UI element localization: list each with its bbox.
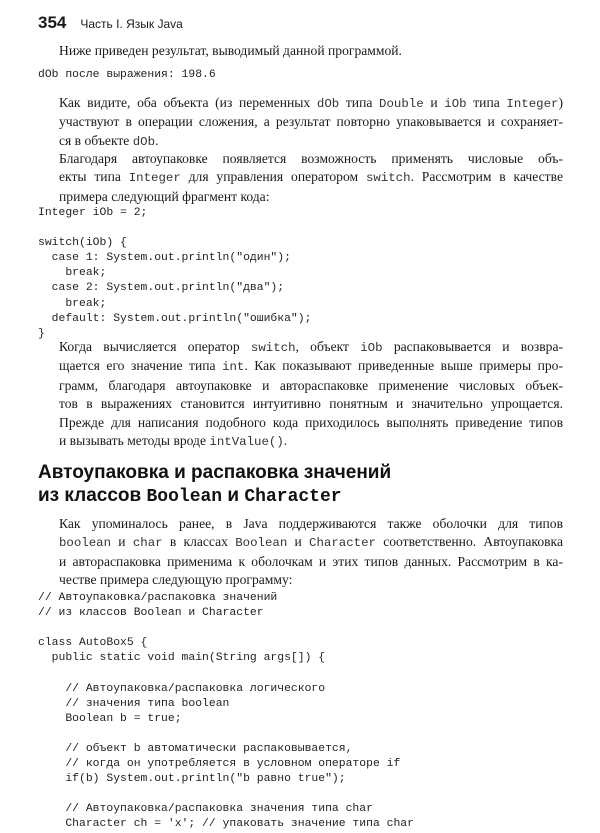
paragraph-3-line-6: и вызывать методы вроде intValue(). [59, 433, 288, 450]
program-output [38, 68, 563, 83]
intro-text: Ниже приведен результат, выводимый данной программой. [59, 43, 402, 58]
paragraph-1-line-3: ся в объекте dOb. [59, 132, 159, 149]
paragraph-3-line-4: тов в выражениях становится интуитивно понятным и значительно упрощается. [59, 396, 563, 412]
paragraph-4-line-3: и автораспаковка применима к оболочкам и этих типов данных. Рассмотрим в ка- [59, 553, 563, 569]
paragraph-2-line-1: Благодаря автоупаковке появляется возможность применять числовые объ- [59, 151, 563, 166]
paragraph-1-line-2: участвуют в операции сложения, а результат повторно упаковывается и сохраняет- [59, 114, 563, 130]
section-heading [38, 461, 563, 509]
section-title-line-2: из классов Boolean и Character [38, 485, 342, 507]
paragraph-3-line-2: щается его значение типа int. Как показывают приведенные выше примеры про- [59, 358, 563, 375]
section-title-line-1: Автоупаковка и распаковка значений [38, 462, 392, 483]
paragraph-4-line-4: честве примера следующую программу: [59, 572, 293, 588]
paragraph-1 [38, 94, 563, 151]
page-number: 354 [38, 13, 67, 32]
code-switch-text: Integer iOb = 2; switch(iOb) { case 1: System.out.println("один"); break; case 2: System.out.println("два"); break; default: System.out.println("ошибка"); } [38, 207, 312, 340]
paragraph-2-line-3: примера следующий фрагмент кода: [59, 188, 270, 204]
running-head: Часть I. Язык Java [80, 17, 183, 31]
section-title [38, 461, 563, 509]
paragraph-2-line-2: екты типа Integer для управления оператором switch. Рассмотрим в качестве [59, 169, 563, 186]
page-header [38, 13, 183, 37]
paragraph-3-line-5: Прежде для написания подобного кода приходилось выполнять приведение типов [59, 414, 563, 430]
paragraph-3 [38, 338, 563, 451]
paragraph-4 [38, 515, 563, 590]
code-listing-switch [38, 206, 563, 342]
paragraph-3-line-1: Когда вычисляется оператор switch, объект iOb распаковывается и возвра- [59, 339, 564, 355]
paragraph-1-line-1: Как видите, оба объекта (из переменных dOb типа Double и iOb типа Integer) [59, 95, 564, 111]
intro-paragraph [38, 42, 563, 60]
code-listing-autobox5 [38, 591, 563, 833]
paragraph-3-line-3: грамм, благодаря автоупаковке и автораспаковке применение числовых объек- [59, 377, 563, 393]
code-autobox5-text: // Автоупаковка/распаковка значений // из классов Boolean и Character class AutoBox5 { public static void main(String args[]) { // Автоупаковка/распаковка логического // значения типа boolean Boolean b = true; // объект b автоматически распаковывается, // когда он употребляется в условном операторе if if(b) System.out.println("b равно true"); // Автоупаковка/распаковка значения типа char Character ch = 'x'; // упаковать значение типа char [38, 592, 414, 831]
paragraph-4-line-1: Как упоминалось ранее, в Java поддерживаются также оболочки для типов [59, 516, 563, 531]
output-line: dOb после выражения: 198.6 [38, 69, 216, 81]
paragraph-2 [38, 150, 563, 206]
paragraph-4-line-2: boolean и char в классах Boolean и Character соответственно. Автоупаковка [59, 534, 563, 551]
